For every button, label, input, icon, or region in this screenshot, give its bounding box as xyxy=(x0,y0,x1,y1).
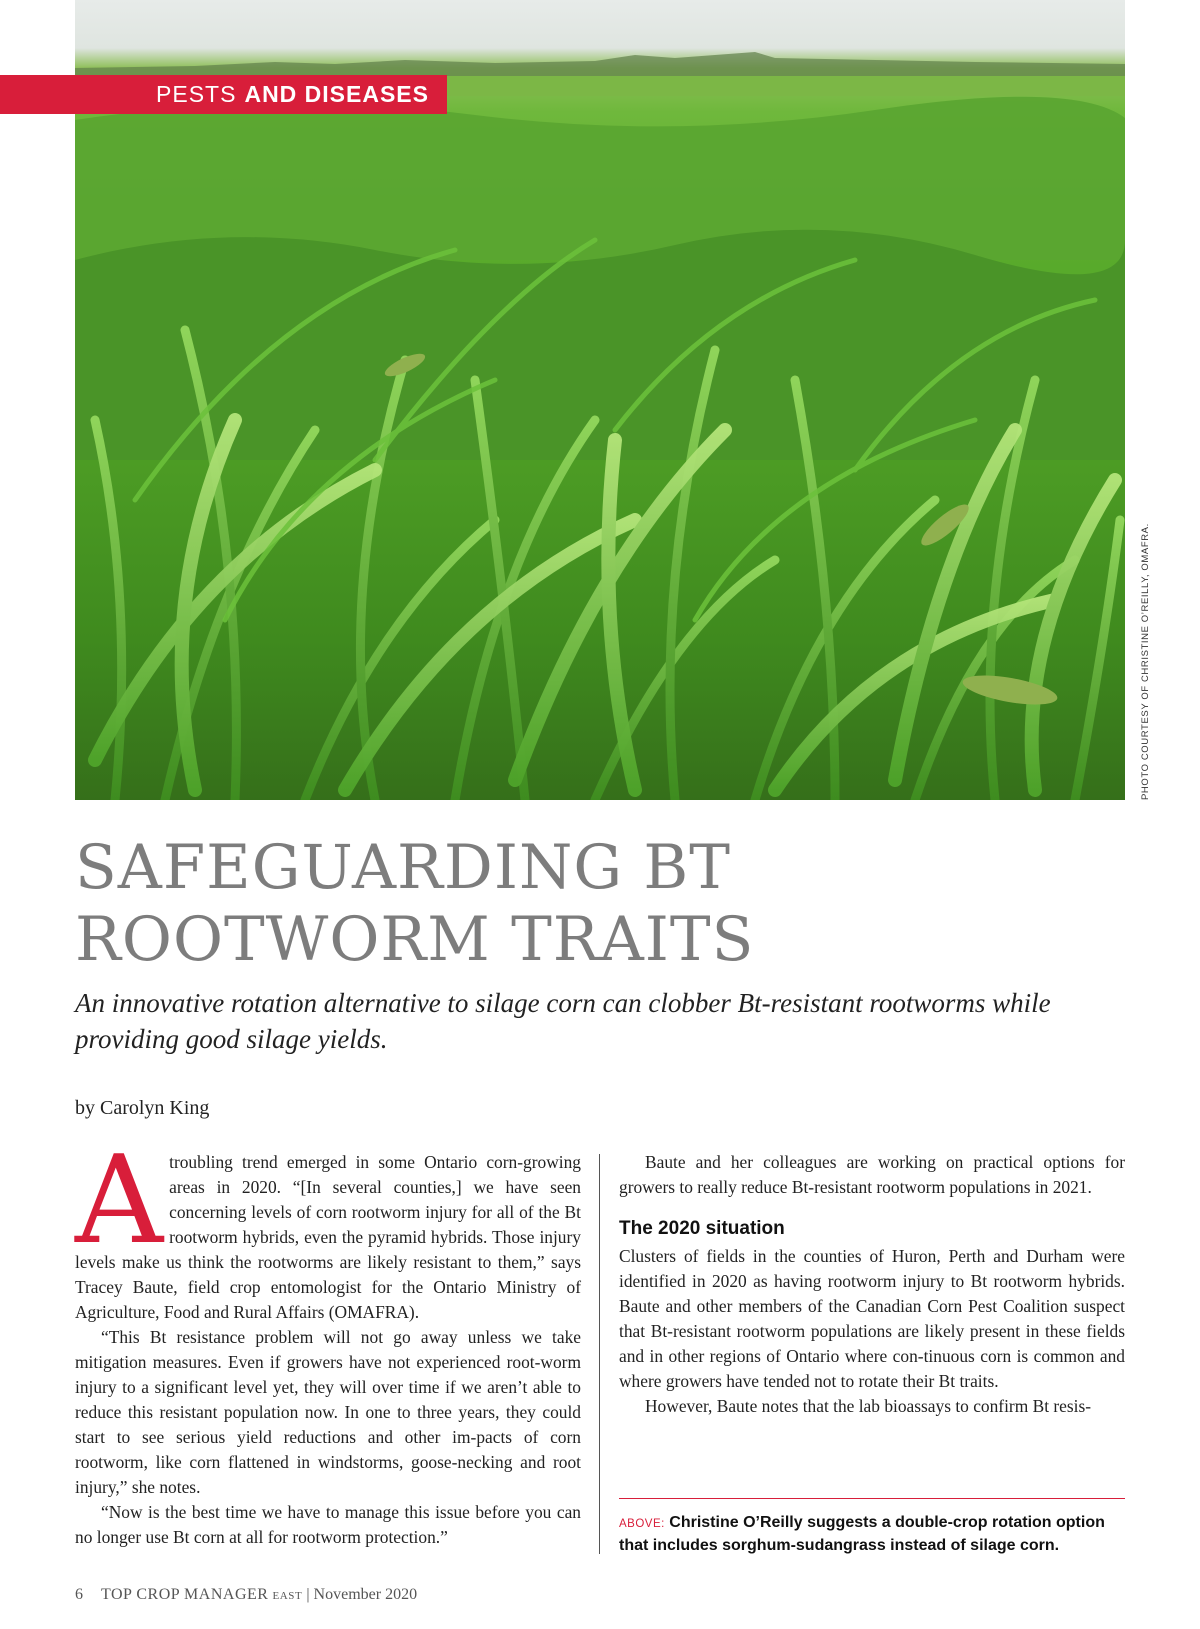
right-paragraph-3: However, Baute notes that the lab bioassays to confirm Bt resis- xyxy=(645,1396,1092,1416)
magazine-name: TOP CROP MANAGER xyxy=(101,1586,269,1603)
right-column xyxy=(619,1150,1125,1419)
page-footer xyxy=(75,1586,417,1604)
magazine-edition: EAST xyxy=(272,1590,303,1602)
page-number: 6 xyxy=(75,1586,83,1603)
photo-credit: PHOTO COURTESY OF CHRISTINE O’REILLY, OMAFRA. xyxy=(1140,523,1151,800)
left-paragraph-1 xyxy=(75,1129,581,1325)
byline: by Carolyn King xyxy=(75,1097,210,1119)
column-divider xyxy=(599,1154,600,1554)
footer-separator: | xyxy=(306,1586,310,1603)
caption-rule xyxy=(619,1498,1125,1499)
section-tag-bold: AND DISEASES xyxy=(244,81,429,107)
title-line-2: ROOTWORM TRAITS xyxy=(75,904,755,975)
right-paragraph-2: Clusters of fields in the counties of Huron, Perth and Durham were identified in 2020 as having rootworm injury to Bt rootworm hybrids. Baute and other members of the Canadian Corn Pest Coalition suspect that Bt-resistant rootworm populations are likely present in these fields and in other regions of Ontario where con-tinuous corn is common and where growers have tended not to rotate their Bt traits. xyxy=(619,1246,1125,1391)
article-title xyxy=(75,832,1125,976)
left-paragraph-1-text: troubling trend emerged in some Ontario corn-growing areas in 2020. “[In several counties,] we have seen concerning levels of corn rootworm injury for all of the Bt rootworm hybrids, even the pyramid hybrids. Those injury levels make us think the rootworms are likely resistant to them,” says Tracey Baute, field crop entomologist for the Ontario Ministry of Agriculture, Food and Rural Affairs (OMAFRA). xyxy=(75,1152,581,1322)
left-column xyxy=(75,1129,581,1550)
caption-text: Christine O’Reilly suggests a double-crop rotation option that includes sorghum-sudangrass instead of silage corn. xyxy=(619,1514,1105,1554)
hero-photo xyxy=(75,0,1125,800)
section-tag-light: PESTS xyxy=(156,81,237,107)
caption-label: ABOVE: xyxy=(619,1518,665,1530)
section-tag xyxy=(0,75,447,114)
left-paragraph-3: “Now is the best time we have to manage this issue before you can no longer use Bt corn at all for rootworm protection.” xyxy=(75,1502,581,1547)
left-paragraph-2: “This Bt resistance problem will not go away unless we take mitigation measures. Even if growers have not experienced root-worm injury to a significant level yet, they will over time if we aren’t able to reduce this resistant population now. In one to three years, they could start to see serious yield reductions and other im-pacts of corn rootworm, like corn flattened in windstorms, goose-necking and root injury,” she notes. xyxy=(75,1327,581,1497)
article-deck: An innovative rotation alternative to silage corn can clobber Bt-resistant rootworms while providing good silage yields. xyxy=(75,988,1051,1054)
subhead: The 2020 situation xyxy=(619,1218,785,1239)
title-line-1: SAFEGUARDING BT xyxy=(75,832,731,903)
right-paragraph-1: Baute and her colleagues are working on practical options for growers to really reduce Bt-resistant rootworm populations in 2021. xyxy=(619,1152,1125,1197)
photo-caption xyxy=(619,1512,1125,1556)
drop-cap: A xyxy=(75,1129,164,1271)
grass-field-image xyxy=(75,0,1125,800)
issue-date: November 2020 xyxy=(313,1586,418,1603)
